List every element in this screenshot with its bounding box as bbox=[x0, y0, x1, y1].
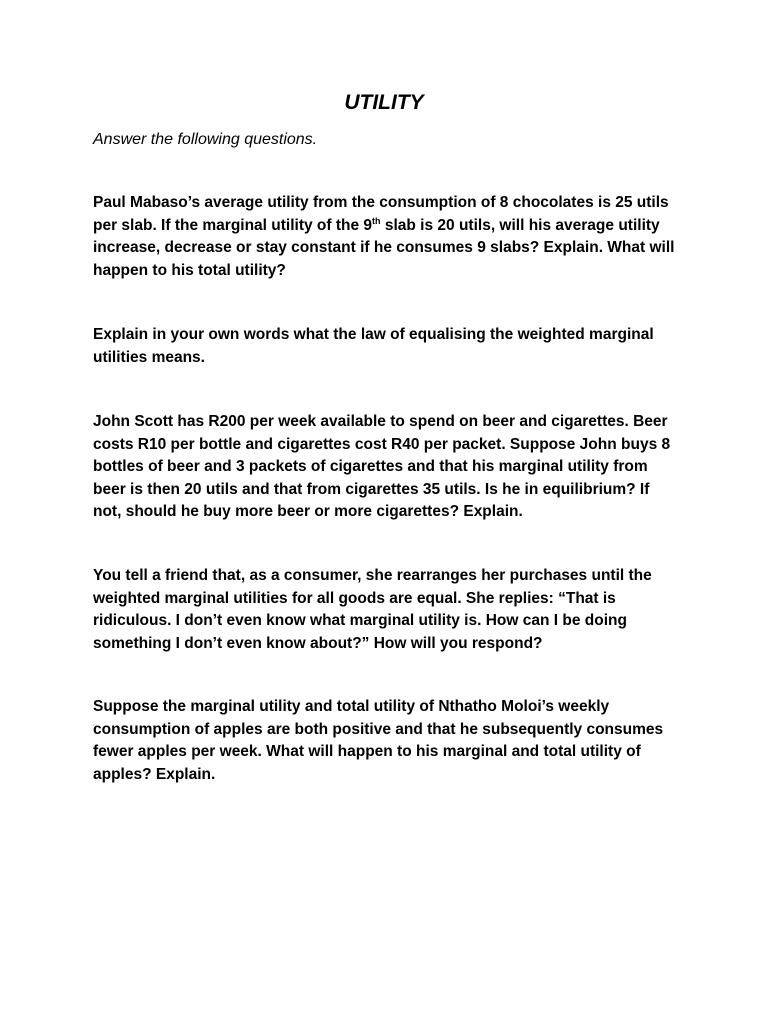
question-5: Suppose the marginal utility and total utility of Nthatho Moloi’s weekly consumption of apples are both positive and that he subsequently consumes fewer apples per week. What will happen to his marginal and total utility of apples? Explain. bbox=[93, 698, 664, 783]
question-1-text-part1: Paul Mabaso’s average utility from the consumption of 8 chocolates is 25 utils per slab. If the marginal utility of the 9 bbox=[93, 194, 669, 234]
page-title: UTILITY bbox=[344, 91, 424, 114]
question-1 bbox=[93, 192, 678, 282]
instructions-text: Answer the following questions. bbox=[93, 131, 318, 148]
question-3: John Scott has R200 per week available to spend on beer and cigarettes. Beer costs R10 per bottle and cigarettes cost R40 per packet. Suppose John buys 8 bottles of beer and 3 packets of cigarettes and that his marginal utility from beer is then 20 utils and that from cigarettes 35 utils. Is he in equilibrium? If not, should he buy more beer or more cigarettes? Explain. bbox=[93, 413, 671, 520]
question-1-text-part2: slab is 20 utils, will his average utility increase, decrease or stay constant if he consumes 9 slabs? Explain. What will happen to his total utility? bbox=[93, 216, 675, 279]
question-2: Explain in your own words what the law of equalising the weighted marginal utilities means. bbox=[93, 326, 654, 366]
question-4: You tell a friend that, as a consumer, she rearranges her purchases until the weighted marginal utilities for all goods are equal. She replies: “That is ridiculous. I don’t even know what marginal utility is. How can I be doing something I don’t even know about?” How will you respond? bbox=[93, 567, 652, 652]
ordinal-superscript: th bbox=[372, 215, 381, 226]
